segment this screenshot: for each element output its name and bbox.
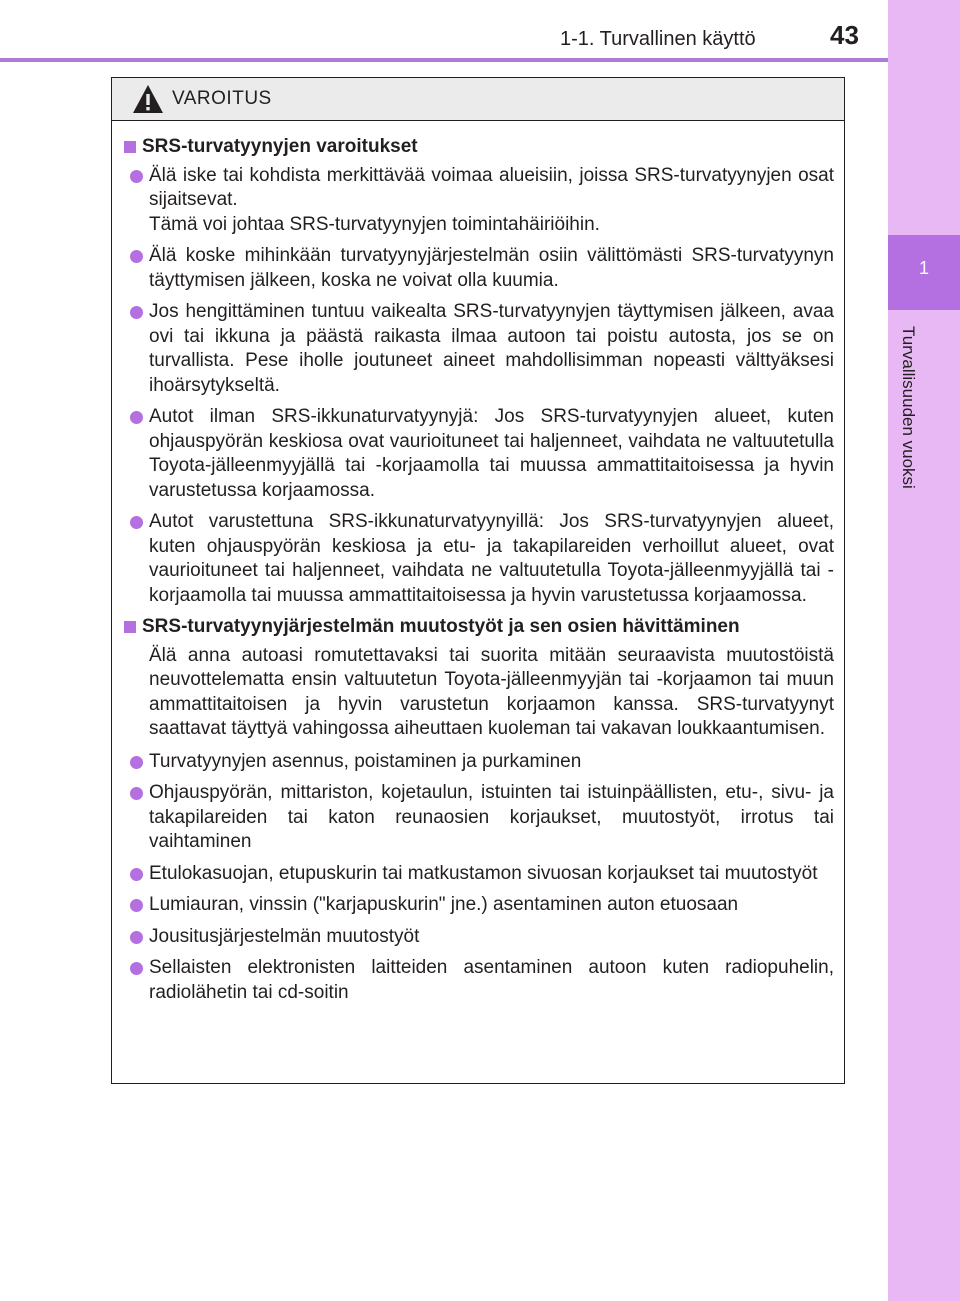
chapter-title-text: Turvallisuuden vuoksi	[899, 326, 918, 489]
list-item-text: Autot ilman SRS-ikkunaturvatyynyjä: Jos SRS-turvatyynyjen alueet, kuten ohjauspyörän keskiosa ovat vaurioituneet tai haljenneet, vaihdata ne valtuutetulla Toyota-jälleenmyyjällä tai -korjaamolla tai muussa ammattitaitoisessa ja hyvin varustetussa korjaamossa.	[149, 406, 834, 501]
round-bullet-icon	[130, 931, 143, 944]
warning-triangle-icon	[132, 84, 164, 114]
list-item-text	[149, 164, 834, 238]
list-item	[124, 300, 834, 398]
list-item	[124, 750, 834, 775]
list-item	[124, 893, 834, 918]
round-bullet-icon	[130, 411, 143, 424]
list-item	[124, 405, 834, 503]
list-item	[124, 862, 834, 887]
list-item	[124, 925, 834, 950]
list-item-text: Älä koske mihinkään turvatyynyjärjestelmän osiin välittömästi SRS-turvatyynyn täyttymisen jälkeen, koska ne voivat olla kuumia.	[149, 245, 834, 291]
header-divider	[0, 58, 888, 62]
square-bullet-icon	[124, 621, 136, 633]
round-bullet-icon	[130, 787, 143, 800]
list-item-text: Etulokasuojan, etupuskurin tai matkustamon sivuosan korjaukset tai muutostyöt	[149, 862, 818, 884]
warning-header	[112, 78, 844, 121]
section-heading	[124, 615, 834, 640]
section-heading	[124, 135, 834, 160]
square-bullet-icon	[124, 141, 136, 153]
list-item-text: Jousitusjärjestelmän muutostyöt	[149, 925, 420, 947]
round-bullet-icon	[130, 250, 143, 263]
section-heading-text: SRS-turvatyynyjärjestelmän muutostyöt ja sen osien hävittäminen	[142, 616, 740, 637]
list-item-text-line: Tämä voi johtaa SRS-turvatyynyjen toimintahäiriöihin.	[149, 213, 600, 235]
round-bullet-icon	[130, 756, 143, 769]
round-bullet-icon	[130, 899, 143, 912]
list-item	[124, 956, 834, 1005]
chapter-number: 1	[918, 258, 929, 278]
header-title: 1-1. Turvallinen käyttö	[560, 28, 756, 50]
list-item-text: Ohjauspyörän, mittariston, kojetaulun, istuinten tai istuinpäällisten, etu-, sivu- ja takapilareiden tai katon reunaosien korjaukset, muutostyöt, irrotus tai vaihtaminen	[149, 782, 834, 852]
section-intro: Älä anna autoasi romutettavaksi tai suorita mitään seuraavista muutostöistä neuvottelematta ensin valtuutetun Toyota-jälleenmyyjän tai -korjaamon tai muun ammattitaitoisen ja hyvin varustetun korjaamon kanssa. SRS-turvatyynyt saattavat täyttyä vahingossa aiheuttaen kuoleman tai vakavan loukkaantumisen.	[149, 644, 834, 739]
list-item-text: Autot varustettuna SRS-ikkunaturvatyynyillä: Jos SRS-turvatyynyjen alueet, kuten ohjauspyörän keskiosa ja etu- ja takapilareiden verhoillut alueet, ovat vaurioituneet tai haljenneet, vaihdata ne valtuutetulla Toyota-jälleenmyyjällä tai -korjaamolla tai muussa ammattitaitoisessa ja hyvin varustetussa korjaamossa.	[149, 511, 834, 606]
chapter-side-tab	[888, 0, 960, 1301]
list-item-text: Turvatyynyjen asennus, poistaminen ja purkaminen	[149, 750, 582, 772]
list-item	[124, 244, 834, 293]
warning-body	[112, 121, 844, 1005]
list-item-text: Sellaisten elektronisten laitteiden asentaminen autoon kuten radiopuhelin, radiolähetin tai cd-soitin	[149, 957, 834, 1003]
list-item	[124, 164, 834, 238]
page-number: 43	[830, 20, 859, 50]
section-heading-text: SRS-turvatyynyjen varoitukset	[142, 136, 418, 157]
list-item	[124, 781, 834, 855]
list-item-text-line: Älä iske tai kohdista merkittävää voimaa alueisiin, joissa SRS-turvatyynyjen osat sijaitsevat.	[149, 164, 834, 210]
chapter-title	[896, 326, 922, 516]
list-item-text: Lumiauran, vinssin ("karjapuskurin" jne.) asentaminen auton etuosaan	[149, 894, 739, 915]
warning-title: VAROITUS	[172, 88, 272, 109]
round-bullet-icon	[130, 516, 143, 529]
round-bullet-icon	[130, 170, 143, 183]
round-bullet-icon	[130, 306, 143, 319]
warning-box	[111, 77, 845, 1084]
round-bullet-icon	[130, 962, 143, 975]
list-item-text: Jos hengittäminen tuntuu vaikealta SRS-turvatyynyjen täyttymisen jälkeen, avaa ovi tai ikkuna ja päästä raikasta ilmaa autoon tai poistu autosta, jos se on turvallista. Pese iholle joutuneet aineet mahdollisimman nopeasti välttyäksesi ihoärsytykseltä.	[149, 301, 834, 396]
round-bullet-icon	[130, 868, 143, 881]
list-item	[124, 510, 834, 608]
